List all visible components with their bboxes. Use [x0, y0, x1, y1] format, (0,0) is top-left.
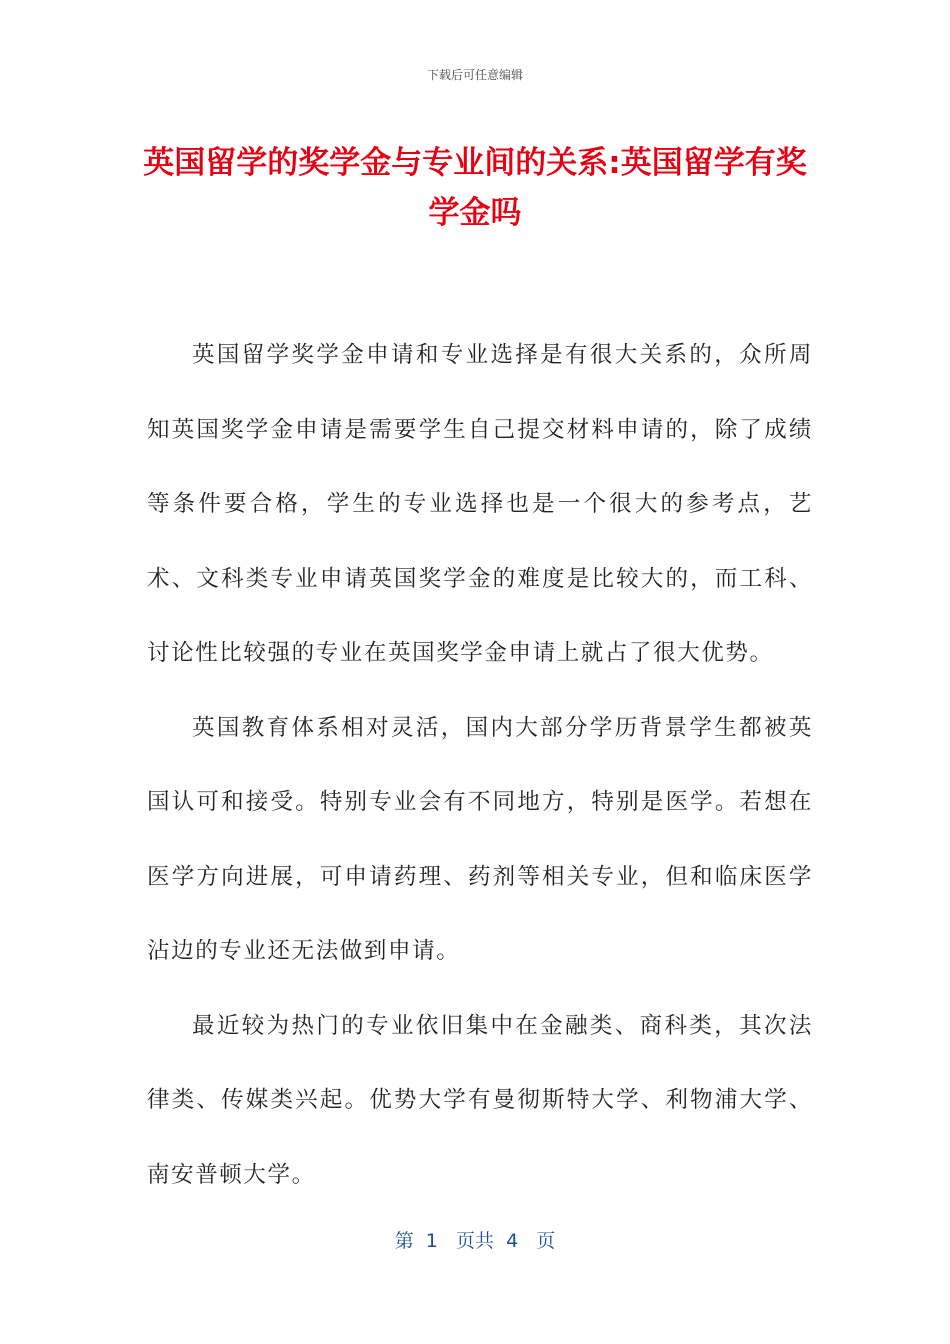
document-body — [147, 318, 813, 1212]
paragraph-3: 最近较为热门的专业依旧集中在金融类、商科类，其次法律类、传媒类兴起。优势大学有曼彻斯特大学、利物浦大学、南安普顿大学。 — [147, 1012, 813, 1188]
page-header-note: 下载后可任意编辑 — [426, 68, 523, 82]
paragraph-1: 英国留学奖学金申请和专业选择是有很大关系的，众所周知英国奖学金申请是需要学生自己提交材料申请的，除了成绩等条件要合格，学生的专业选择也是一个很大的参考点，艺术、文科类专业申请英国奖学金的难度是比较大的，而工科、讨论性比较强的专业在英国奖学金申请上就占了很大优势。 — [147, 342, 813, 666]
document-title: 英国留学的奖学金与专业间的关系:英国留学有奖学金吗 — [143, 145, 807, 231]
page-number-footer: 第 1 页共 4 页 — [394, 1230, 556, 1252]
paragraph-2: 英国教育体系相对灵活，国内大部分学历背景学生都被英国认可和接受。特别专业会有不同地方，特别是医学。若想在医学方向进展，可申请药理、药剂等相关专业，但和临床医学沾边的专业还无法做到申请。 — [147, 714, 813, 964]
